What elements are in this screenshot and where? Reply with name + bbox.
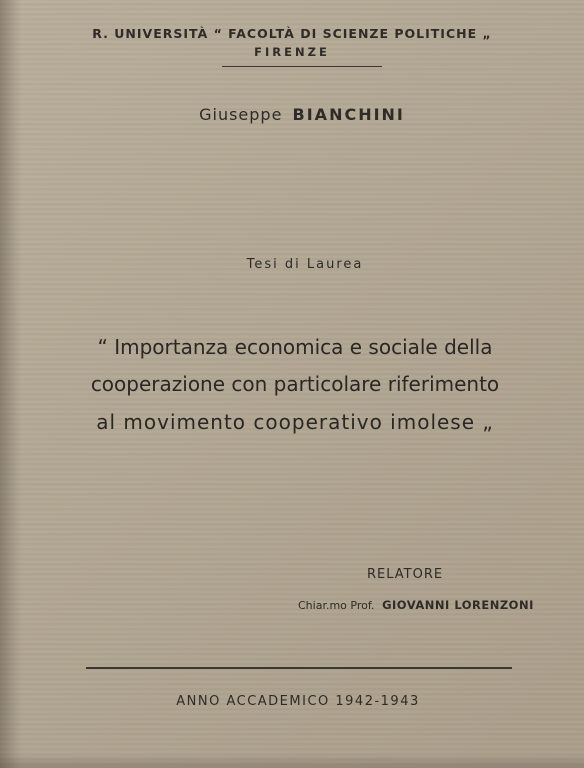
relatore-full-name: GIOVANNI LORENZONI bbox=[382, 598, 534, 612]
thesis-title-line-3: al movimento cooperativo imolese „ bbox=[96, 410, 494, 434]
thesis-label: Tesi di Laurea bbox=[246, 257, 364, 272]
author-last-name: BIANCHINI bbox=[292, 105, 405, 124]
bottom-shadow bbox=[0, 754, 584, 768]
relatore-name bbox=[298, 598, 534, 612]
university-heading: R. UNIVERSITÀ “ FACOLTÀ DI SCIENZE POLITICHE „ bbox=[92, 26, 492, 41]
relatore-label: RELATORE bbox=[367, 567, 444, 582]
relatore-honorific: Chiar.mo Prof. bbox=[298, 599, 375, 612]
thesis-title-line-2: cooperazione con particolare riferimento bbox=[90, 372, 500, 396]
academic-year: ANNO ACCADEMICO 1942-1943 bbox=[176, 694, 420, 709]
author-name bbox=[0, 105, 584, 124]
footer-divider bbox=[86, 667, 512, 669]
thesis-title-line-1: “ Importanza economica e sociale della bbox=[97, 335, 493, 359]
city-heading: FIRENZE bbox=[254, 45, 330, 59]
header-divider bbox=[222, 66, 382, 67]
author-first-name: Giuseppe bbox=[199, 105, 283, 124]
